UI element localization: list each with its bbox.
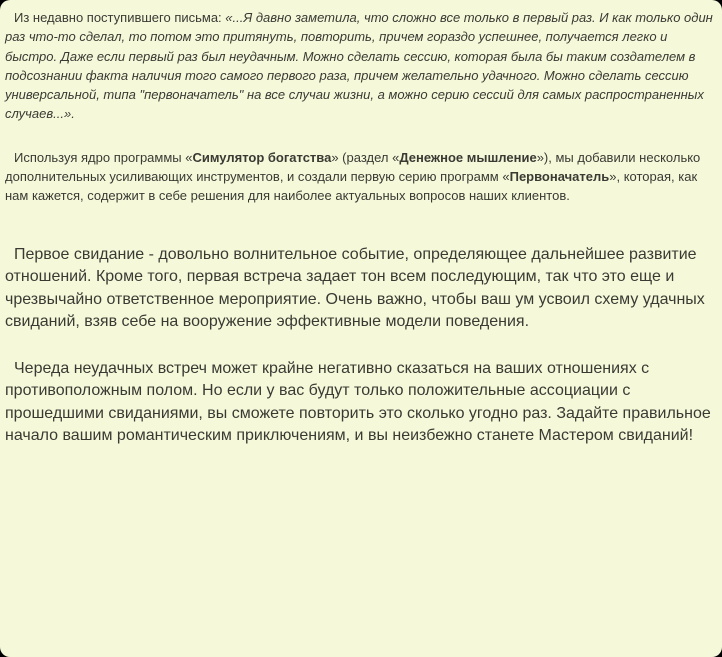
program-text: », которая, как нам кажется, содержит в себе решения для наиболее актуальных вопросов наших клиентов. — [5, 169, 698, 204]
program-paragraph — [5, 148, 716, 206]
program-name-pervonachatel: Первоначатель — [509, 169, 610, 185]
letter-lead: Из недавно поступившего письма: — [14, 10, 222, 25]
bad-dates-paragraph: Череда неудачных встреч может крайне негативно сказаться на ваших отношениях с противоположным полом. Но если у вас будут только положительные ассоциации с прошедшими свиданиями, вы сможете повторить это сколько угодно раз. Задайте правильное начало вашим романтическим приключениям, и вы неизбежно станете Мастером свиданий! — [5, 359, 711, 445]
program-text: » (раздел « — [331, 149, 400, 165]
letter-quote: «...Я давно заметила, что сложно все только в первый раз. И как только один раз что-то сделал, то потом это притянуть, повторить, причем гораздо успешнее, получается легко и быстро. Даже если первый раз был неудачным. Можно сделать сессию, которая была бы таким создателем в подсознании факта наличия того самого первого раза, причем желательно удачного. Можно сделать сессию универсальной, типа "первоначатель" на все случаи жизни, а можно серию сессий для самых распространенных случаев...». — [5, 10, 713, 122]
intro-section — [5, 8, 716, 206]
program-text: Используя ядро программы « — [14, 149, 193, 165]
program-text: »), мы добавили несколько дополнительных усиливающих инструментов, и создали первую серию программ « — [5, 149, 701, 185]
letter-paragraph — [5, 8, 716, 124]
program-name-simulator: Симулятор богатства — [192, 149, 332, 165]
program-section-money-mindset: Денежное мышление — [399, 149, 537, 165]
first-date-paragraph: Первое свидание - довольно волнительное событие, определяющее дальнейшее развитие отношений. Кроме того, первая встреча задает тон всем последующим, так что это еще и чрезвычайно ответственное мероприятие. Очень важно, чтобы ваш ум усвоил схему удачных свиданий, взяв себе на вооружение эффективные модели поведения. — [5, 245, 705, 331]
description-section — [5, 244, 716, 448]
